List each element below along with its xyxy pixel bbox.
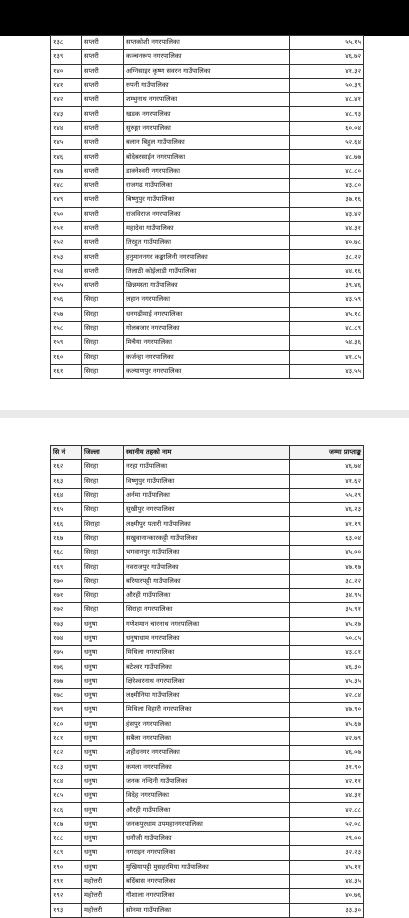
district-cell: धनुषा <box>82 703 124 717</box>
table-row <box>51 789 364 803</box>
serial-cell: १९१ <box>51 874 82 888</box>
local-level-name-cell: औरही गाउँपालिका <box>124 588 290 602</box>
local-level-name-cell: तिरहुत गाउँपालिका <box>124 236 290 250</box>
local-level-name-cell: हंसपुर नगरपालिका <box>124 717 290 731</box>
score-cell: ६०.०४ <box>290 121 364 135</box>
table-row <box>51 546 364 560</box>
local-level-name-cell: नगराइन नगरपालिका <box>124 846 290 860</box>
serial-cell: १७९ <box>51 703 82 717</box>
table-row <box>51 889 364 903</box>
table-row <box>51 150 364 164</box>
serial-cell: १६४ <box>51 488 82 502</box>
local-level-name-cell: नरहा गाउँपालिका <box>124 460 290 474</box>
serial-cell: १४६ <box>51 150 82 164</box>
serial-cell: १५२ <box>51 236 82 250</box>
score-cell: ४४.३५ <box>290 874 364 888</box>
table-row <box>51 364 364 378</box>
district-cell: सिरहा <box>82 364 124 378</box>
table-row <box>51 846 364 860</box>
local-level-name-cell: तिलाठी कोईलाडी गाउँपालिका <box>124 264 290 278</box>
local-level-name-cell: नवराजपुर गाउँपालिका <box>124 560 290 574</box>
table-row <box>51 531 364 545</box>
local-level-name-cell: सिराहा नगरपालिका <box>124 603 290 617</box>
district-cell: सिरहा <box>82 574 124 588</box>
district-cell: धनुषा <box>82 689 124 703</box>
table-row <box>51 321 364 335</box>
score-cell: ६३.०४ <box>290 531 364 545</box>
table-row <box>51 731 364 745</box>
district-cell: सप्तरी <box>82 264 124 278</box>
table-row <box>51 350 364 364</box>
local-level-name-cell: गोलबजार नगरपालिका <box>124 321 290 335</box>
score-cell: ४८.४१ <box>290 93 364 107</box>
local-level-name-cell: शहीदनगर नगरपालिका <box>124 746 290 760</box>
local-level-name-cell: विष्णुपुर गाउँपालिका <box>124 474 290 488</box>
local-level-name-cell: मिथिला विहारी नगरपालिका <box>124 703 290 717</box>
local-level-name-cell: बिष्णुपुर गाउँपालिका <box>124 193 290 207</box>
district-cell: धनुषा <box>82 803 124 817</box>
serial-cell: १४९ <box>51 193 82 207</box>
district-cell: सिरहा <box>82 350 124 364</box>
serial-cell: १४१ <box>51 78 82 92</box>
score-cell: ४०.७८ <box>290 236 364 250</box>
serial-cell: १८१ <box>51 731 82 745</box>
district-cell: धनुषा <box>82 717 124 731</box>
serial-cell: १८८ <box>51 832 82 846</box>
table-header-row <box>51 446 364 460</box>
header-district: जिल्ला <box>82 446 124 460</box>
score-cell: ३७.१६ <box>290 193 364 207</box>
score-cell: ४८.८९ <box>290 321 364 335</box>
local-level-name-cell: बलान बिहुल गाउँपालिका <box>124 136 290 150</box>
local-level-name-cell: कल्याणपुर नगरपालिका <box>124 364 290 378</box>
local-level-name-cell: मिचैया नगरपालिका <box>124 336 290 350</box>
serial-cell: १५३ <box>51 250 82 264</box>
local-level-name-cell: मिथिला नगरपालिका <box>124 646 290 660</box>
local-level-name-cell: शम्भुनाथ नगरपालिका <box>124 93 290 107</box>
table-row <box>51 817 364 831</box>
district-cell: महोत्तरी <box>82 874 124 888</box>
score-cell: ३९.४६ <box>290 279 364 293</box>
serial-cell: १५६ <box>51 293 82 307</box>
table-row <box>51 617 364 631</box>
score-cell: ४३.४२ <box>290 207 364 221</box>
local-level-name-cell: सुखीपुर नगरपालिका <box>124 503 290 517</box>
score-cell: ५५.१५ <box>290 36 364 50</box>
table-row <box>51 832 364 846</box>
local-level-name-cell: सखुवानान्कारकट्टी गाउँपालिका <box>124 531 290 545</box>
score-cell: ४८.७७ <box>290 150 364 164</box>
score-cell: ४५.११ <box>290 860 364 874</box>
district-cell: सप्तरी <box>82 279 124 293</box>
score-cell: ४३.५९ <box>290 293 364 307</box>
score-cell: ४३.५५ <box>290 364 364 378</box>
serial-cell: १७१ <box>51 588 82 602</box>
score-cell: ४३.८० <box>290 178 364 192</box>
serial-cell: १८९ <box>51 846 82 860</box>
table-row <box>51 178 364 192</box>
district-cell: धनुषा <box>82 746 124 760</box>
table-row <box>51 207 364 221</box>
local-level-name-cell: सप्तकोशी नगरपालिका <box>124 36 290 50</box>
serial-cell: १८६ <box>51 803 82 817</box>
serial-cell: १४० <box>51 64 82 78</box>
score-cell: ४६.७२ <box>290 50 364 64</box>
table-body-page-1 <box>51 36 364 379</box>
serial-cell: १७८ <box>51 689 82 703</box>
score-cell: ४३.८१ <box>290 646 364 660</box>
serial-cell: १६७ <box>51 531 82 545</box>
local-level-name-cell: राजगढ गाउँपालिका <box>124 178 290 192</box>
district-cell: सिरहा <box>82 531 124 545</box>
district-cell: धनुषा <box>82 760 124 774</box>
local-level-name-cell: लक्ष्मीपुर पतारी गाउँपालिका <box>124 517 290 531</box>
serial-cell: १७० <box>51 574 82 588</box>
local-level-name-cell: विदेह नगरपालिका <box>124 789 290 803</box>
serial-cell: १९२ <box>51 889 82 903</box>
score-cell: ४६.०७ <box>290 746 364 760</box>
score-cell: ४५.१८ <box>290 307 364 321</box>
serial-cell: १७४ <box>51 631 82 645</box>
table-row <box>51 488 364 502</box>
score-cell: ३४.९५ <box>290 588 364 602</box>
local-level-name-cell: कञ्चनरूप नगरपालिका <box>124 50 290 64</box>
table-row <box>51 121 364 135</box>
table-row <box>51 136 364 150</box>
table-row <box>51 588 364 602</box>
table-row <box>51 517 364 531</box>
score-cell: ५२.०८ <box>290 817 364 831</box>
score-cell: ४१.६२ <box>290 474 364 488</box>
table-page-2 <box>50 445 364 918</box>
table-row <box>51 746 364 760</box>
local-level-name-cell: कमला नगरपालिका <box>124 760 290 774</box>
serial-cell: १६० <box>51 350 82 364</box>
score-cell: ५०.८५ <box>290 631 364 645</box>
table-row <box>51 717 364 731</box>
district-cell: धनुषा <box>82 646 124 660</box>
district-cell: धनुषा <box>82 860 124 874</box>
serial-cell: १७७ <box>51 674 82 688</box>
score-cell: ५२.६४ <box>290 136 364 150</box>
district-cell: सिरहा <box>82 488 124 502</box>
table-row <box>51 646 364 660</box>
district-cell: सप्तरी <box>82 178 124 192</box>
district-cell: सप्तरी <box>82 78 124 92</box>
score-cell: ५०.३९ <box>290 78 364 92</box>
score-cell: ४५.०० <box>290 546 364 560</box>
serial-cell: १९० <box>51 860 82 874</box>
district-cell: सिरहा <box>82 321 124 335</box>
district-cell: सप्तरी <box>82 221 124 235</box>
score-cell: ४२.७९ <box>290 731 364 745</box>
score-cell: ४६.२३ <box>290 503 364 517</box>
local-level-name-cell: बर्दिबास नगरपालिका <box>124 874 290 888</box>
table-row <box>51 221 364 235</box>
district-cell: धनुषा <box>82 731 124 745</box>
score-cell: ५४.३६ <box>290 336 364 350</box>
score-cell: ४२.८८ <box>290 803 364 817</box>
serial-cell: १५७ <box>51 307 82 321</box>
local-level-name-cell: भगवानपुर गाउँपालिका <box>124 546 290 560</box>
local-level-name-cell: बोदेबरसाईन नगरपालिका <box>124 150 290 164</box>
score-cell: ४७.१७ <box>290 560 364 574</box>
district-cell: सिरहा <box>82 336 124 350</box>
district-cell: सिराहा <box>82 517 124 531</box>
local-level-name-cell: गणेशमान चारनाथ नगरपालिका <box>124 617 290 631</box>
district-cell: सप्तरी <box>82 250 124 264</box>
district-cell: सप्तरी <box>82 64 124 78</box>
table-row <box>51 474 364 488</box>
score-cell: ४२.११ <box>290 774 364 788</box>
district-cell: धनुषा <box>82 631 124 645</box>
district-cell: सप्तरी <box>82 136 124 150</box>
score-cell: ४८.९३ <box>290 107 364 121</box>
table-row <box>51 774 364 788</box>
district-cell: धनुषा <box>82 789 124 803</box>
table-row <box>51 903 364 917</box>
local-level-name-cell: मुखियापट्टी मुसहरमिया गाउँपालिका <box>124 860 290 874</box>
table-row <box>51 603 364 617</box>
score-cell: ४६.७४ <box>290 460 364 474</box>
table-row <box>51 860 364 874</box>
table-row <box>51 193 364 207</box>
table-row <box>51 36 364 50</box>
district-cell: धनुषा <box>82 617 124 631</box>
table-row <box>51 236 364 250</box>
serial-cell: १४८ <box>51 178 82 192</box>
district-cell: सिरहा <box>82 560 124 574</box>
table-row <box>51 460 364 474</box>
district-cell: सप्तरी <box>82 150 124 164</box>
serial-cell: १८५ <box>51 789 82 803</box>
page-separator <box>0 410 409 418</box>
table-row <box>51 874 364 888</box>
district-cell: सिरहा <box>82 503 124 517</box>
district-cell: धनुषा <box>82 674 124 688</box>
score-cell: ५५.२९ <box>290 488 364 502</box>
table-row <box>51 760 364 774</box>
table-row <box>51 503 364 517</box>
table-body-page-2 <box>51 460 364 918</box>
local-level-name-cell: धनगढीमाई नगरपालिका <box>124 307 290 321</box>
score-cell: ४४.३१ <box>290 221 364 235</box>
serial-cell: १३८ <box>51 36 82 50</box>
serial-cell: १५४ <box>51 264 82 278</box>
top-black-bar <box>0 0 409 36</box>
serial-cell: १९३ <box>51 903 82 917</box>
district-cell: सिरहा <box>82 603 124 617</box>
local-level-name-cell: जनकपुरधाम उपमहानगरपालिका <box>124 817 290 831</box>
local-level-name-cell: खडक नगरपालिका <box>124 107 290 121</box>
table-row <box>51 250 364 264</box>
district-cell: धनुषा <box>82 660 124 674</box>
table-row <box>51 703 364 717</box>
score-cell: ४१.८५ <box>290 350 364 364</box>
local-level-name-cell: बरियारपट्टी गाउँपालिका <box>124 574 290 588</box>
serial-cell: १५९ <box>51 336 82 350</box>
district-cell: धनुषा <box>82 774 124 788</box>
table-row <box>51 689 364 703</box>
district-cell: धनुषा <box>82 817 124 831</box>
table-row <box>51 50 364 64</box>
local-level-name-cell: सोनमा गाउँपालिका <box>124 903 290 917</box>
local-level-name-cell: कर्जन्हा नगरपालिका <box>124 350 290 364</box>
score-cell: ४०.७६ <box>290 889 364 903</box>
district-cell: सिरहा <box>82 460 124 474</box>
serial-cell: १६५ <box>51 503 82 517</box>
score-cell: ४६.३० <box>290 660 364 674</box>
table-row <box>51 64 364 78</box>
score-cell: ४२.८४ <box>290 689 364 703</box>
local-level-name-cell: अर्नमा गाउँपालिका <box>124 488 290 502</box>
table-row <box>51 293 364 307</box>
serial-cell: १६२ <box>51 460 82 474</box>
district-cell: सिरहा <box>82 588 124 602</box>
table-row <box>51 560 364 574</box>
table-row <box>51 574 364 588</box>
score-cell: ४५.६७ <box>290 717 364 731</box>
table-row <box>51 307 364 321</box>
local-level-name-cell: लहान नगरपालिका <box>124 293 290 307</box>
local-level-name-cell: सुरुङ्गा नगरपालिका <box>124 121 290 135</box>
district-cell: धनुषा <box>82 846 124 860</box>
serial-cell: १८७ <box>51 817 82 831</box>
district-cell: सिरहा <box>82 293 124 307</box>
local-level-name-cell: राजविराज नगरपालिका <box>124 207 290 221</box>
serial-cell: १५० <box>51 207 82 221</box>
district-cell: सिरहा <box>82 546 124 560</box>
serial-cell: १५१ <box>51 221 82 235</box>
district-cell: सप्तरी <box>82 36 124 50</box>
table-row <box>51 93 364 107</box>
serial-cell: १८४ <box>51 774 82 788</box>
local-level-name-cell: रुपनी गाउँपालिका <box>124 78 290 92</box>
local-level-name-cell: डाक्नेश्वरी नगरपालिका <box>124 164 290 178</box>
score-cell: २९.०० <box>290 832 364 846</box>
serial-cell: १६९ <box>51 560 82 574</box>
score-cell: ४१.१९ <box>290 517 364 531</box>
table-row <box>51 164 364 178</box>
local-level-name-cell: लक्ष्मीनिया गाउँपालिका <box>124 689 290 703</box>
local-level-name-cell: हनुमाननगर कङ्कालिनी नगरपालिका <box>124 250 290 264</box>
district-cell: सिरहा <box>82 307 124 321</box>
district-cell: सप्तरी <box>82 164 124 178</box>
serial-cell: १८२ <box>51 746 82 760</box>
header-local-level-name: स्थानीय तहको नाम <box>124 446 290 460</box>
local-level-name-cell: सबैला नगरपालिका <box>124 731 290 745</box>
local-level-name-cell: महादेवा गाउँपालिका <box>124 221 290 235</box>
score-cell: ३८.२२ <box>290 574 364 588</box>
serial-cell: १३९ <box>51 50 82 64</box>
score-cell: ४४.३१ <box>290 789 364 803</box>
serial-cell: १७५ <box>51 646 82 660</box>
local-level-name-cell: क्षिरेश्वरनाथ नगरपालिका <box>124 674 290 688</box>
district-cell: सप्तरी <box>82 193 124 207</box>
serial-cell: १४३ <box>51 107 82 121</box>
serial-cell: १६३ <box>51 474 82 488</box>
table-row <box>51 107 364 121</box>
serial-cell: १४२ <box>51 93 82 107</box>
score-cell: ४५.३५ <box>290 674 364 688</box>
score-cell: ४४.१६ <box>290 264 364 278</box>
score-cell: ४७.९० <box>290 703 364 717</box>
score-cell: ३२.२३ <box>290 846 364 860</box>
table-row <box>51 279 364 293</box>
district-cell: सप्तरी <box>82 207 124 221</box>
header-serial: सि नं <box>51 446 82 460</box>
district-cell: महोत्तरी <box>82 903 124 917</box>
table-row <box>51 336 364 350</box>
local-level-name-cell: जनक नन्दिनी गाउँपालिका <box>124 774 290 788</box>
district-cell: सप्तरी <box>82 236 124 250</box>
score-cell: ३३.३० <box>290 903 364 917</box>
serial-cell: १८० <box>51 717 82 731</box>
serial-cell: १६६ <box>51 517 82 531</box>
score-cell: ४८.८० <box>290 164 364 178</box>
score-cell: ३१.९० <box>290 760 364 774</box>
serial-cell: १५५ <box>51 279 82 293</box>
district-cell: सप्तरी <box>82 107 124 121</box>
serial-cell: १५८ <box>51 321 82 335</box>
district-cell: सप्तरी <box>82 93 124 107</box>
district-cell: सिरहा <box>82 474 124 488</box>
serial-cell: १७३ <box>51 617 82 631</box>
district-cell: सप्तरी <box>82 121 124 135</box>
local-level-name-cell: गौशाला नगरपालिका <box>124 889 290 903</box>
serial-cell: १८३ <box>51 760 82 774</box>
local-level-name-cell: धनौजी गाउँपालिका <box>124 832 290 846</box>
score-cell: ४१.३२ <box>290 64 364 78</box>
district-cell: सप्तरी <box>82 50 124 64</box>
serial-cell: १४४ <box>51 121 82 135</box>
serial-cell: १६८ <box>51 546 82 560</box>
score-cell: ३५.९१ <box>290 603 364 617</box>
local-level-name-cell: धनुषाधाम नगरपालिका <box>124 631 290 645</box>
table-row <box>51 78 364 92</box>
local-level-name-cell: अग्निसाइर कृष्ण सवरन गाउँपालिका <box>124 64 290 78</box>
score-cell: ४५.२७ <box>290 617 364 631</box>
local-level-name-cell: छिन्नमस्ता गाउँपालिका <box>124 279 290 293</box>
table-row <box>51 264 364 278</box>
district-cell: महोत्तरी <box>82 889 124 903</box>
table-row <box>51 803 364 817</box>
local-level-name-cell: औरही गाउँपालिका <box>124 803 290 817</box>
district-cell: धनुषा <box>82 832 124 846</box>
serial-cell: १६१ <box>51 364 82 378</box>
local-level-name-cell: बटेश्वर गाउँपालिका <box>124 660 290 674</box>
table-page-1 <box>50 35 364 379</box>
table-row <box>51 660 364 674</box>
serial-cell: १४५ <box>51 136 82 150</box>
header-total-score: जम्मा प्राप्ताङ्क <box>290 446 364 460</box>
serial-cell: १४७ <box>51 164 82 178</box>
table-row <box>51 674 364 688</box>
table-row <box>51 631 364 645</box>
serial-cell: १७६ <box>51 660 82 674</box>
score-cell: ३८.२२ <box>290 250 364 264</box>
serial-cell: १७२ <box>51 603 82 617</box>
